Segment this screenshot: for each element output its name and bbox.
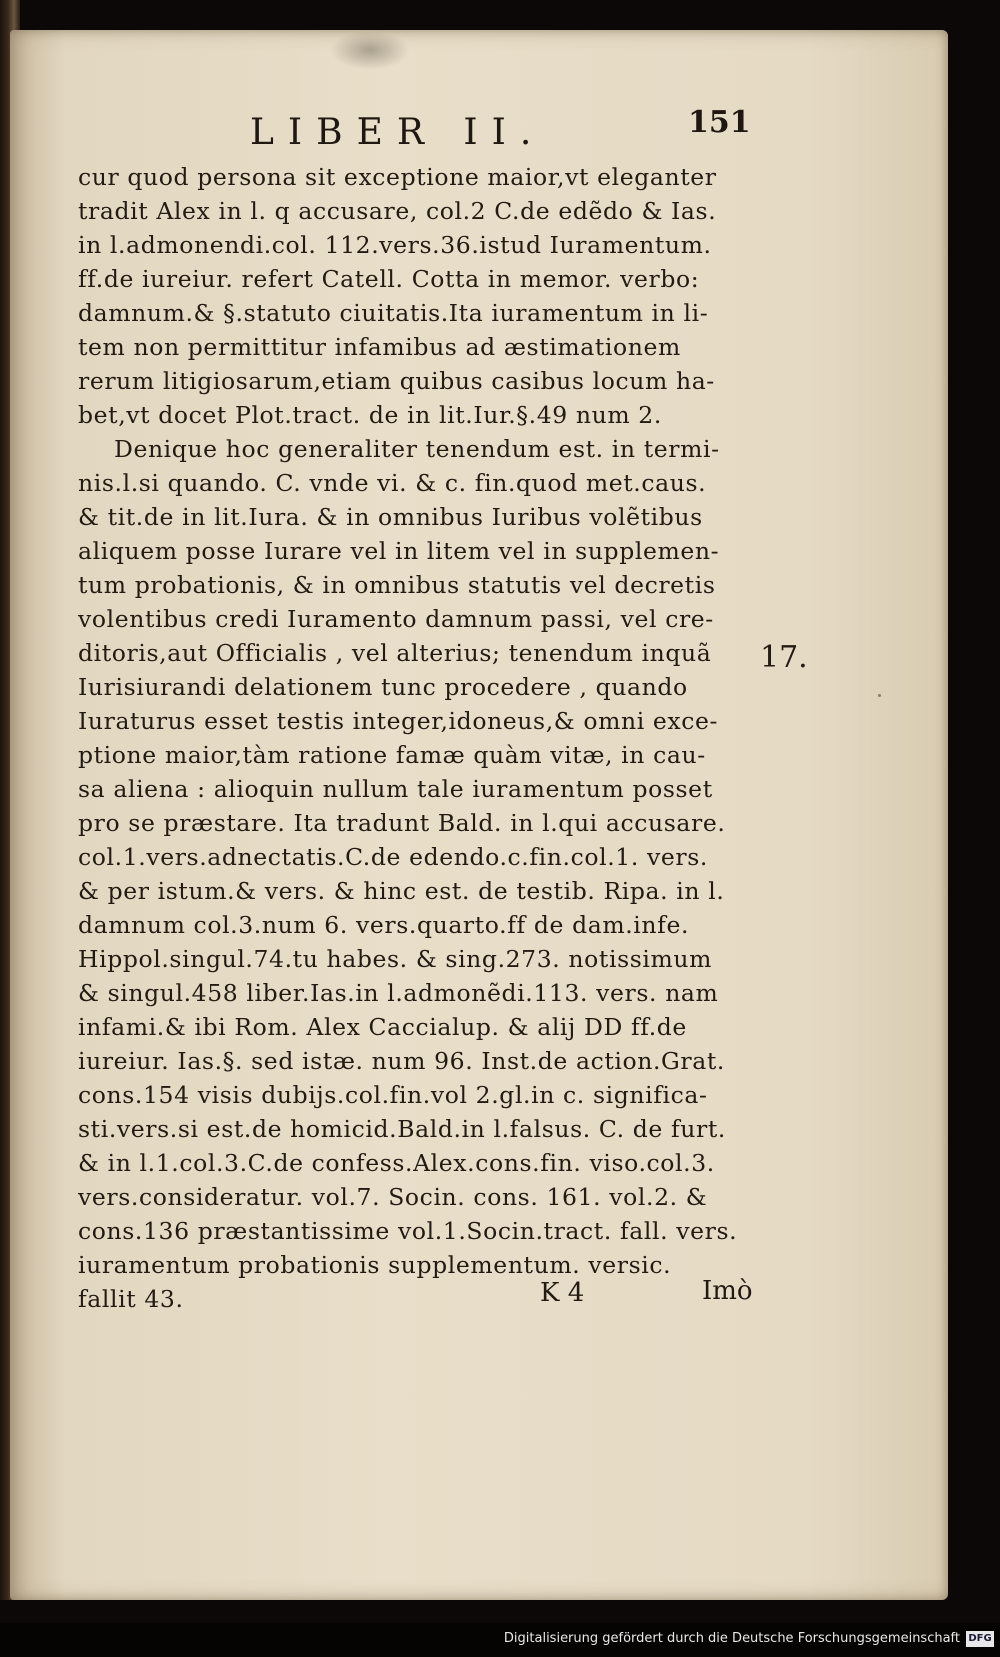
text-line: sa aliena : alioquin nullum tale iuramentum posset bbox=[78, 775, 713, 803]
text-line: & singul.458 liber.Ias.in l.admonẽdi.113. vers. nam bbox=[78, 979, 719, 1007]
text-line: cons.154 visis dubijs.col.fin.vol 2.gl.in c. significa- bbox=[78, 1081, 708, 1109]
text-line: & per istum.& vers. & hinc est. de testib. Ripa. in l. bbox=[78, 877, 725, 905]
text-line: nis.l.si quando. C. vnde vi. & c. fin.quod met.caus. bbox=[78, 469, 707, 497]
footer-credit: Digitalisierung gefördert durch die Deutsche Forschungsgemeinschaft bbox=[503, 1631, 960, 1646]
text-line: infami.& ibi Rom. Alex Caccialup. & alij DD ff.de bbox=[78, 1013, 687, 1041]
text-line: pro se præstare. Ita tradunt Bald. in l.qui accusare. bbox=[78, 809, 726, 837]
text-line: col.1.vers.adnectatis.C.de edendo.c.fin.col.1. vers. bbox=[78, 843, 708, 871]
text-line: & in l.1.col.3.C.de confess.Alex.cons.fin. viso.col.3. bbox=[78, 1149, 715, 1177]
text-line: Hippol.singul.74.tu habes. & sing.273. notissimum bbox=[78, 945, 713, 973]
text-line: iuramentum probationis supplementum. versic. bbox=[78, 1251, 672, 1279]
footer-bar bbox=[0, 1623, 1000, 1657]
margin-note: 17. bbox=[760, 640, 808, 675]
text-line: vers.consideratur. vol.7. Socin. cons. 161. vol.2. & bbox=[78, 1183, 708, 1211]
text-line: Denique hoc generaliter tenendum est. in termi- bbox=[114, 435, 720, 463]
text-line: damnum col.3.num 6. vers.quarto.ff de dam.infe. bbox=[78, 911, 690, 939]
text-line: iureiur. Ias.§. sed istæ. num 96. Inst.de action.Grat. bbox=[78, 1047, 725, 1075]
catchword: Imò bbox=[702, 1276, 753, 1306]
text-line: rerum litigiosarum,etiam quibus casibus locum ha- bbox=[78, 367, 715, 395]
text-line: ff.de iureiur. refert Catell. Cotta in memor. verbo: bbox=[78, 265, 700, 293]
text-line: ditoris,aut Officialis , vel alterius; tenendum inquã bbox=[78, 639, 712, 667]
text-line: volentibus credi Iuramento damnum passi, vel cre- bbox=[78, 605, 714, 633]
text-line: & tit.de in lit.Iura. & in omnibus Iuribus volẽtibus bbox=[78, 503, 703, 531]
text-line: tum probationis, & in omnibus statutis vel decretis bbox=[78, 571, 716, 599]
dfg-logo: DFG bbox=[966, 1631, 994, 1647]
text-line: fallit 43. bbox=[78, 1285, 184, 1313]
text-line: cur quod persona sit exceptione maior,vt eleganter bbox=[78, 163, 717, 191]
text-line: tradit Alex in l. q accusare, col.2 C.de edẽdo & Ias. bbox=[78, 197, 717, 225]
page-number: 151 bbox=[688, 105, 751, 140]
text-line: bet,vt docet Plot.tract. de in lit.Iur.§.49 num 2. bbox=[78, 401, 662, 429]
paper-stain bbox=[330, 30, 410, 70]
text-line: Iuraturus esset testis integer,idoneus,& omni exce- bbox=[78, 707, 719, 735]
signature-mark: K 4 bbox=[540, 1278, 585, 1308]
body-text bbox=[78, 160, 748, 1316]
text-line: damnum.& §.statuto ciuitatis.Ita iuramentum in li- bbox=[78, 299, 709, 327]
ink-speck bbox=[878, 694, 881, 697]
running-head: LIBER II. bbox=[250, 112, 546, 153]
text-line: Iurisiurandi delationem tunc procedere , quando bbox=[78, 673, 688, 701]
text-line: cons.136 præstantissime vol.1.Socin.tract. fall. vers. bbox=[78, 1217, 738, 1245]
text-line: aliquem posse Iurare vel in litem vel in supplemen- bbox=[78, 537, 720, 565]
text-line: sti.vers.si est.de homicid.Bald.in l.falsus. C. de furt. bbox=[78, 1115, 726, 1143]
text-line: tem non permittitur infamibus ad æstimationem bbox=[78, 333, 681, 361]
text-line: in l.admonendi.col. 112.vers.36.istud Iuramentum. bbox=[78, 231, 712, 259]
text-line: ptione maior,tàm ratione famæ quàm vitæ, in cau- bbox=[78, 741, 706, 769]
